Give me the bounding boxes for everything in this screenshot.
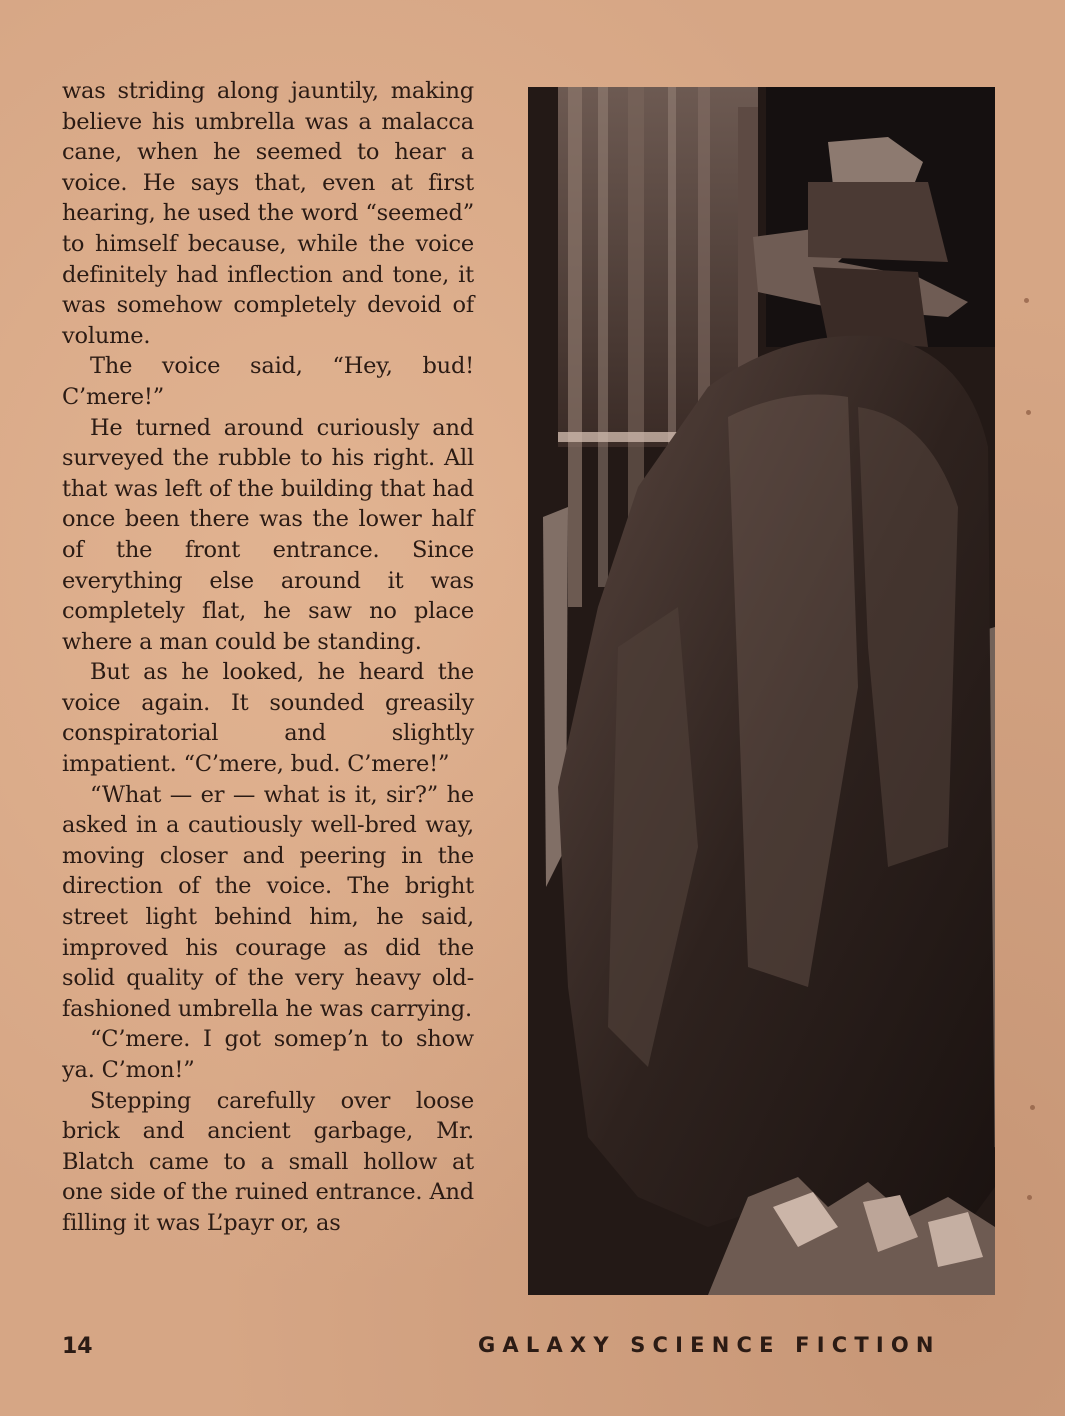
body-text-column	[62, 76, 474, 1239]
paragraph: “What — er — what is it, sir?” he asked in a cautiously well-bred way, moving closer and peering in the direction of the voice. The bright street light behind him, he said, improved his courage as did the solid quality of the very heavy old-fashioned umbrella he was carrying.	[62, 781, 474, 1022]
paper-speck	[1030, 1105, 1035, 1110]
paper-speck	[1027, 1195, 1032, 1200]
story-illustration	[528, 87, 995, 1295]
paper-speck	[1026, 410, 1031, 415]
page-number: 14	[62, 1334, 93, 1359]
paragraph: Stepping carefully over loose brick and ancient garbage, Mr. Blatch came to a small hollow at one side of the ruined entrance. And filling it was L’payr or, as	[62, 1087, 474, 1236]
paragraph: But as he looked, he heard the voice again. It sounded greasily conspiratorial and slightly impatient. “C’mere, bud. C’mere!”	[62, 659, 474, 778]
paragraph: was striding along jauntily, making believe his umbrella was a malacca cane, when he seemed to hear a voice. He says that, even at first hearing, he used the word “seemed” to himself because, while the voice definitely had inflection and tone, it was somehow completely devoid of volume.	[62, 78, 474, 349]
paragraph: The voice said, “Hey, bud! C’mere!”	[62, 353, 474, 410]
running-head: GALAXY SCIENCE FICTION	[478, 1333, 941, 1357]
paper-speck	[1024, 298, 1029, 303]
paragraph: He turned around curiously and surveyed the rubble to his right. All that was left of the building that had once been there was the lower half of the front entrance. Since everything else around it was completely flat, he saw no place where a man could be standing.	[62, 414, 474, 655]
man-in-hat-and-overcoat-illustration	[528, 87, 995, 1295]
paragraph: “C’mere. I got somep’n to show ya. C’mon!”	[62, 1026, 474, 1083]
